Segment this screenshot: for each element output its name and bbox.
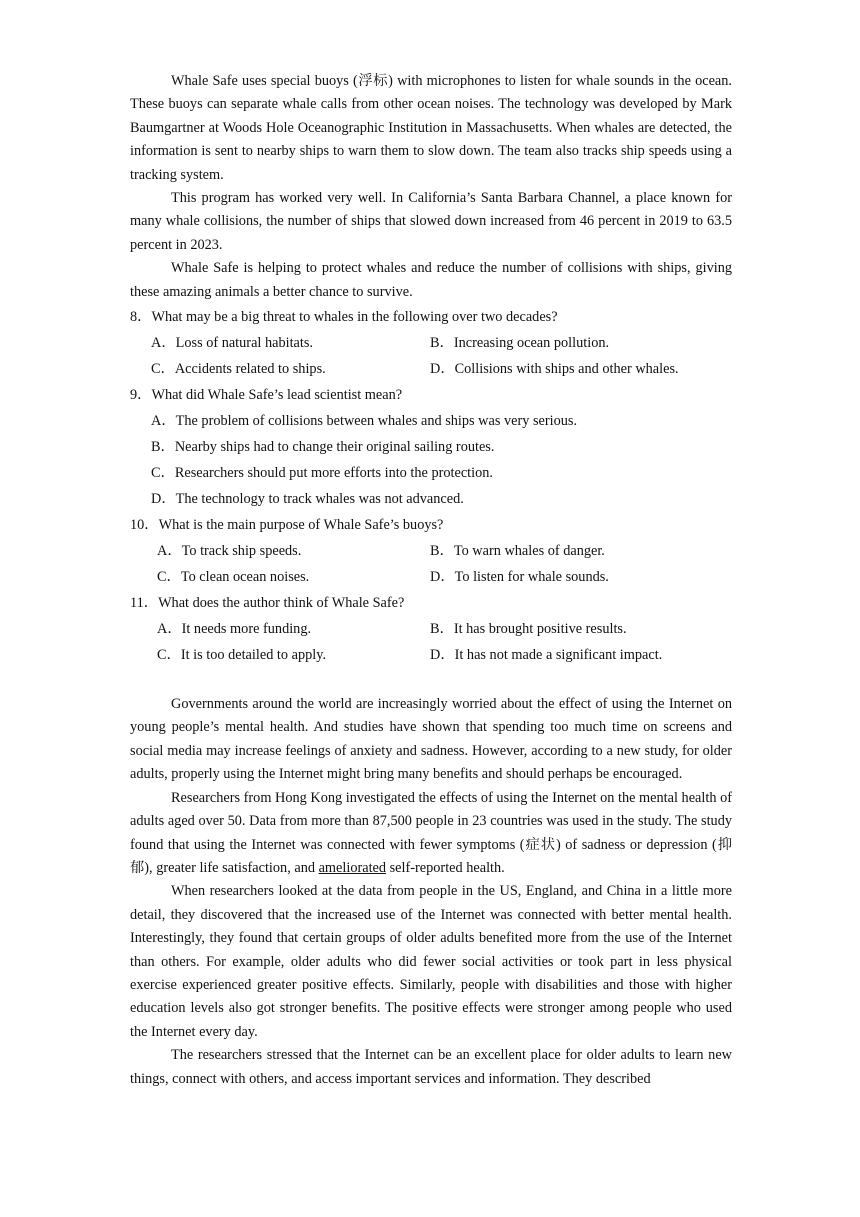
option-d[interactable]: D．The technology to track whales was not advanced. — [151, 491, 464, 508]
passage-internet-older-adults — [130, 693, 732, 1091]
option-c[interactable]: C．To clean ocean noises. — [157, 569, 310, 586]
question-8 — [130, 304, 732, 382]
question-stem: 10．What is the main purpose of Whale Safe’s buoys? — [130, 517, 444, 534]
option-b[interactable]: B．Increasing ocean pollution. — [430, 335, 610, 352]
section-gap — [130, 668, 732, 693]
passage-whale-safe — [130, 70, 732, 304]
underlined-word: ameliorated — [318, 859, 387, 876]
paragraph — [130, 787, 732, 881]
paragraph: Whale Safe is helping to protect whales and reduce the number of collisions with ships, giving these amazing animals a better chance to survive. — [130, 260, 732, 300]
paragraph: This program has worked very well. In California’s Santa Barbara Channel, a place known for many whale collisions, the number of ships that slowed down increased from 46 percent in 2019 to 63.5 percent in 2023. — [130, 190, 732, 253]
question-11 — [130, 590, 732, 668]
option-b[interactable]: B．To warn whales of danger. — [430, 543, 605, 560]
option-c[interactable]: C．Accidents related to ships. — [151, 361, 326, 378]
paragraph: The researchers stressed that the Internet can be an excellent place for older adults to learn new things, connect with others, and access important services and information. They described — [130, 1047, 732, 1087]
paragraph-text: self-reported health. — [386, 859, 505, 876]
option-c[interactable]: C．It is too detailed to apply. — [157, 647, 327, 664]
paragraph: Governments around the world are increasingly worried about the effect of using the Internet on young people’s mental health. And studies have shown that spending too much time on screens and social media may increase feelings of anxiety and sadness. However, according to a new study, for older adults, properly using the Internet might bring many benefits and should perhaps be encouraged. — [130, 696, 732, 783]
question-10 — [130, 512, 732, 590]
option-a[interactable]: A．Loss of natural habitats. — [151, 335, 313, 352]
option-a[interactable]: A．To track ship speeds. — [157, 543, 302, 560]
question-stem: 11．What does the author think of Whale Safe? — [130, 595, 405, 612]
paragraph: When researchers looked at the data from people in the US, England, and China in a little more detail, they discovered that the increased use of the Internet was connected with better mental health. Interestingly, they found that certain groups of older adults benefited more from the use of the Internet than others. For example, older adults who did fewer social activities or took part in less physical exercise experienced greater positive effects. Similarly, people with disabilities and those with higher education levels also got stronger benefits. The positive effects were stronger among people who used the Internet every day. — [130, 883, 732, 1040]
option-d[interactable]: D．Collisions with ships and other whales. — [430, 361, 679, 378]
option-a[interactable]: A．The problem of collisions between whales and ships was very serious. — [151, 413, 578, 430]
option-b[interactable]: B．Nearby ships had to change their original sailing routes. — [151, 439, 495, 456]
paragraph: Whale Safe uses special buoys (浮标) with microphones to listen for whale sounds in the ocean. These buoys can separate whale calls from other ocean noises. The technology was developed by Mark Baumgartner at Woods Hole Oceanographic Institution in Massachusetts. When whales are detected, the information is sent to nearby ships to warn them to slow down. The team also tracks ship speeds using a tracking system. — [130, 73, 732, 183]
option-d[interactable]: D．To listen for whale sounds. — [430, 569, 609, 586]
option-c[interactable]: C．Researchers should put more efforts into the protection. — [151, 465, 493, 482]
option-a[interactable]: A．It needs more funding. — [157, 621, 312, 638]
question-stem: 9．What did Whale Safe’s lead scientist mean? — [130, 387, 403, 404]
option-b[interactable]: B．It has brought positive results. — [430, 621, 627, 638]
paragraph-text: Researchers from Hong Kong investigated the effects of using the Internet on the mental health of adults aged over 50. Data from more than 87,500 people in 23 countries was used in the study. The study found that using the Internet was connected with fewer symptoms (症状) of sadness or depression (抑郁), greater life satisfaction, and — [130, 789, 732, 876]
question-9 — [130, 382, 732, 512]
document-page — [130, 70, 732, 1091]
option-d[interactable]: D．It has not made a significant impact. — [430, 647, 663, 664]
question-stem: 8．What may be a big threat to whales in the following over two decades? — [130, 309, 558, 326]
